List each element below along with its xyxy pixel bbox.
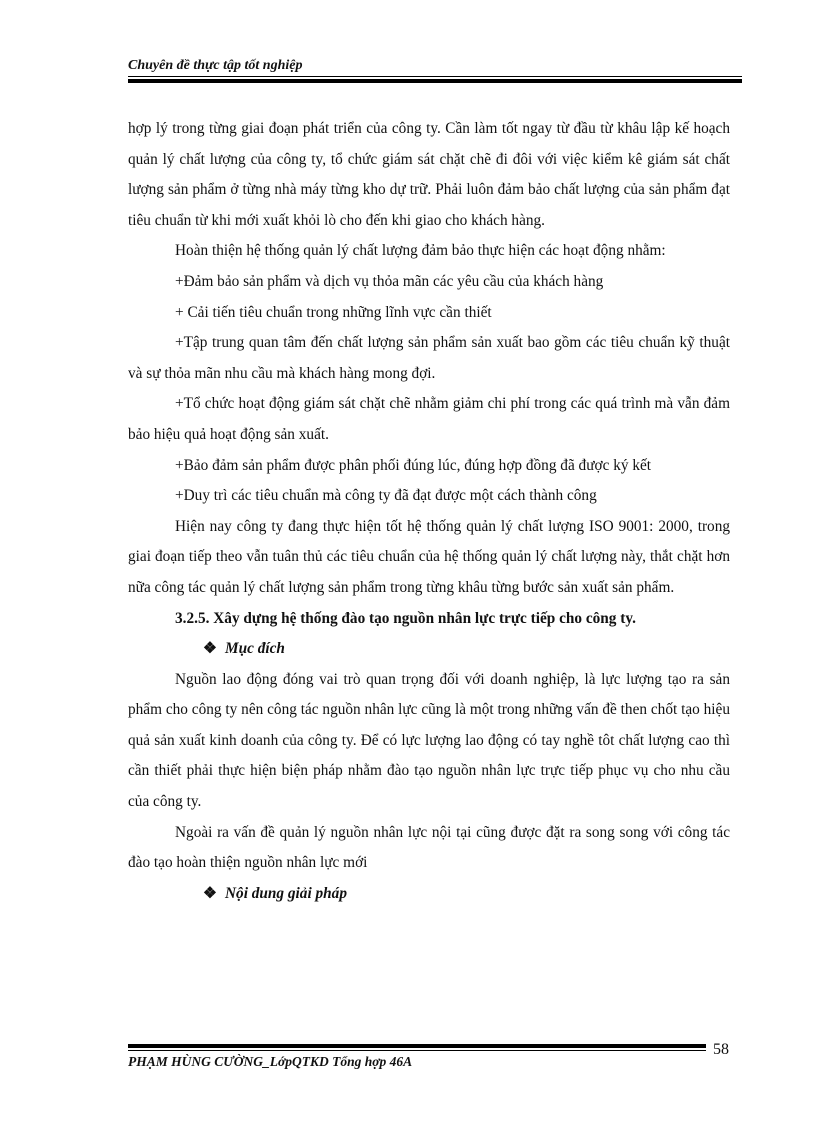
subheading-label: Mục đích [225,640,285,658]
list-item: +Bảo đảm sản phẩm được phân phối đúng lúc, đúng hợp đồng đã được ký kết [175,456,652,474]
paragraph-continuation: hợp lý trong từng giai đoạn phát triển của công ty. Cần làm tốt ngay từ đầu từ khâu lập kế hoạch quản lý chất lượng của công ty, tổ chức giám sát chặt chẽ đi đôi với việc kiểm kê giám sát chất lượng sản phẩm ở từng nhà máy từng kho dự trữ. Phải luôn đảm bảo chất lượng của sản phẩm đạt tiêu chuẩn từ khi mới xuất khỏi lò cho đến khi giao cho khách hàng. [128,120,730,229]
body-content [128,114,730,909]
list-item: + Cải tiến tiêu chuẩn trong những lĩnh vực cần thiết [175,303,492,321]
list-item: +Tổ chức hoạt động giám sát chặt chẽ nhằm giảm chi phí trong các quá trình mà vẫn đảm bảo hiệu quả hoạt động sản xuất. [128,395,730,443]
paragraph-management: Ngoài ra vấn đề quản lý nguồn nhân lực nội tại cũng được đặt ra song song với công tác đào tạo hoàn thiện nguồn nhân lực mới [128,823,730,872]
page-number: 58 [713,1041,729,1058]
list-item: +Duy trì các tiêu chuẩn mà công ty đã đạt được một cách thành công [175,487,597,505]
subheading-label: Nội dung giải pháp [225,884,347,902]
paragraph-workforce: Nguồn lao động đóng vai trò quan trọng đối với doanh nghiệp, là lực lượng tạo ra sản phẩm cho công ty nên công tác nguồn nhân lực cũng là một trong những vấn đề then chốt tạo hiệu quả sản xuất kinh doanh của công ty. Để có lực lượng lao động có tay nghề tôt chất lượng cao thì cần thiết phải thực hiện biện pháp nhằm đào tạo nguồn nhân lực trực tiếp phục vụ cho nhu cầu của công ty. [128,670,730,811]
paragraph-iso: Hiện nay công ty đang thực hiện tốt hệ thống quản lý chất lượng ISO 9001: 2000, trong giai đoạn tiếp theo vẫn tuân thủ các tiêu chuẩn của hệ thống quản lý chất lượng này, thắt chặt hơn nữa công tác quản lý chất lượng sản phẩm trong từng khâu từng bước sản xuất sản phẩm. [128,517,730,596]
subheading-solution [128,879,730,910]
list-item: +Đảm bảo sản phẩm và dịch vụ thỏa mãn các yêu cầu của khách hàng [175,272,604,290]
list-item: +Tập trung quan tâm đến chất lượng sản phẩm sản xuất bao gồm các tiêu chuẩn kỹ thuật và sự thỏa mãn nhu cầu mà khách hàng mong đợi. [128,334,730,382]
subheading-purpose [128,634,730,665]
header-divider-thick [128,79,742,83]
header-divider-thin [128,76,742,77]
footer-divider-thin [128,1050,706,1051]
footer-divider-thick [128,1044,706,1048]
diamond-bullet-icon: ❖ [203,640,217,658]
paragraph-quality-system: Hoàn thiện hệ thống quản lý chất lượng đảm bảo thực hiện các hoạt động nhằm: [175,242,666,260]
section-heading: 3.2.5. Xây dựng hệ thống đào tạo nguồn nhân lực trực tiếp cho công ty. [175,609,637,627]
footer-author: PHẠM HÙNG CƯỜNG_LớpQTKD Tổng hợp 46A [128,1054,413,1069]
header-title: Chuyên đề thực tập tốt nghiệp [128,58,303,73]
diamond-bullet-icon: ❖ [203,884,217,902]
